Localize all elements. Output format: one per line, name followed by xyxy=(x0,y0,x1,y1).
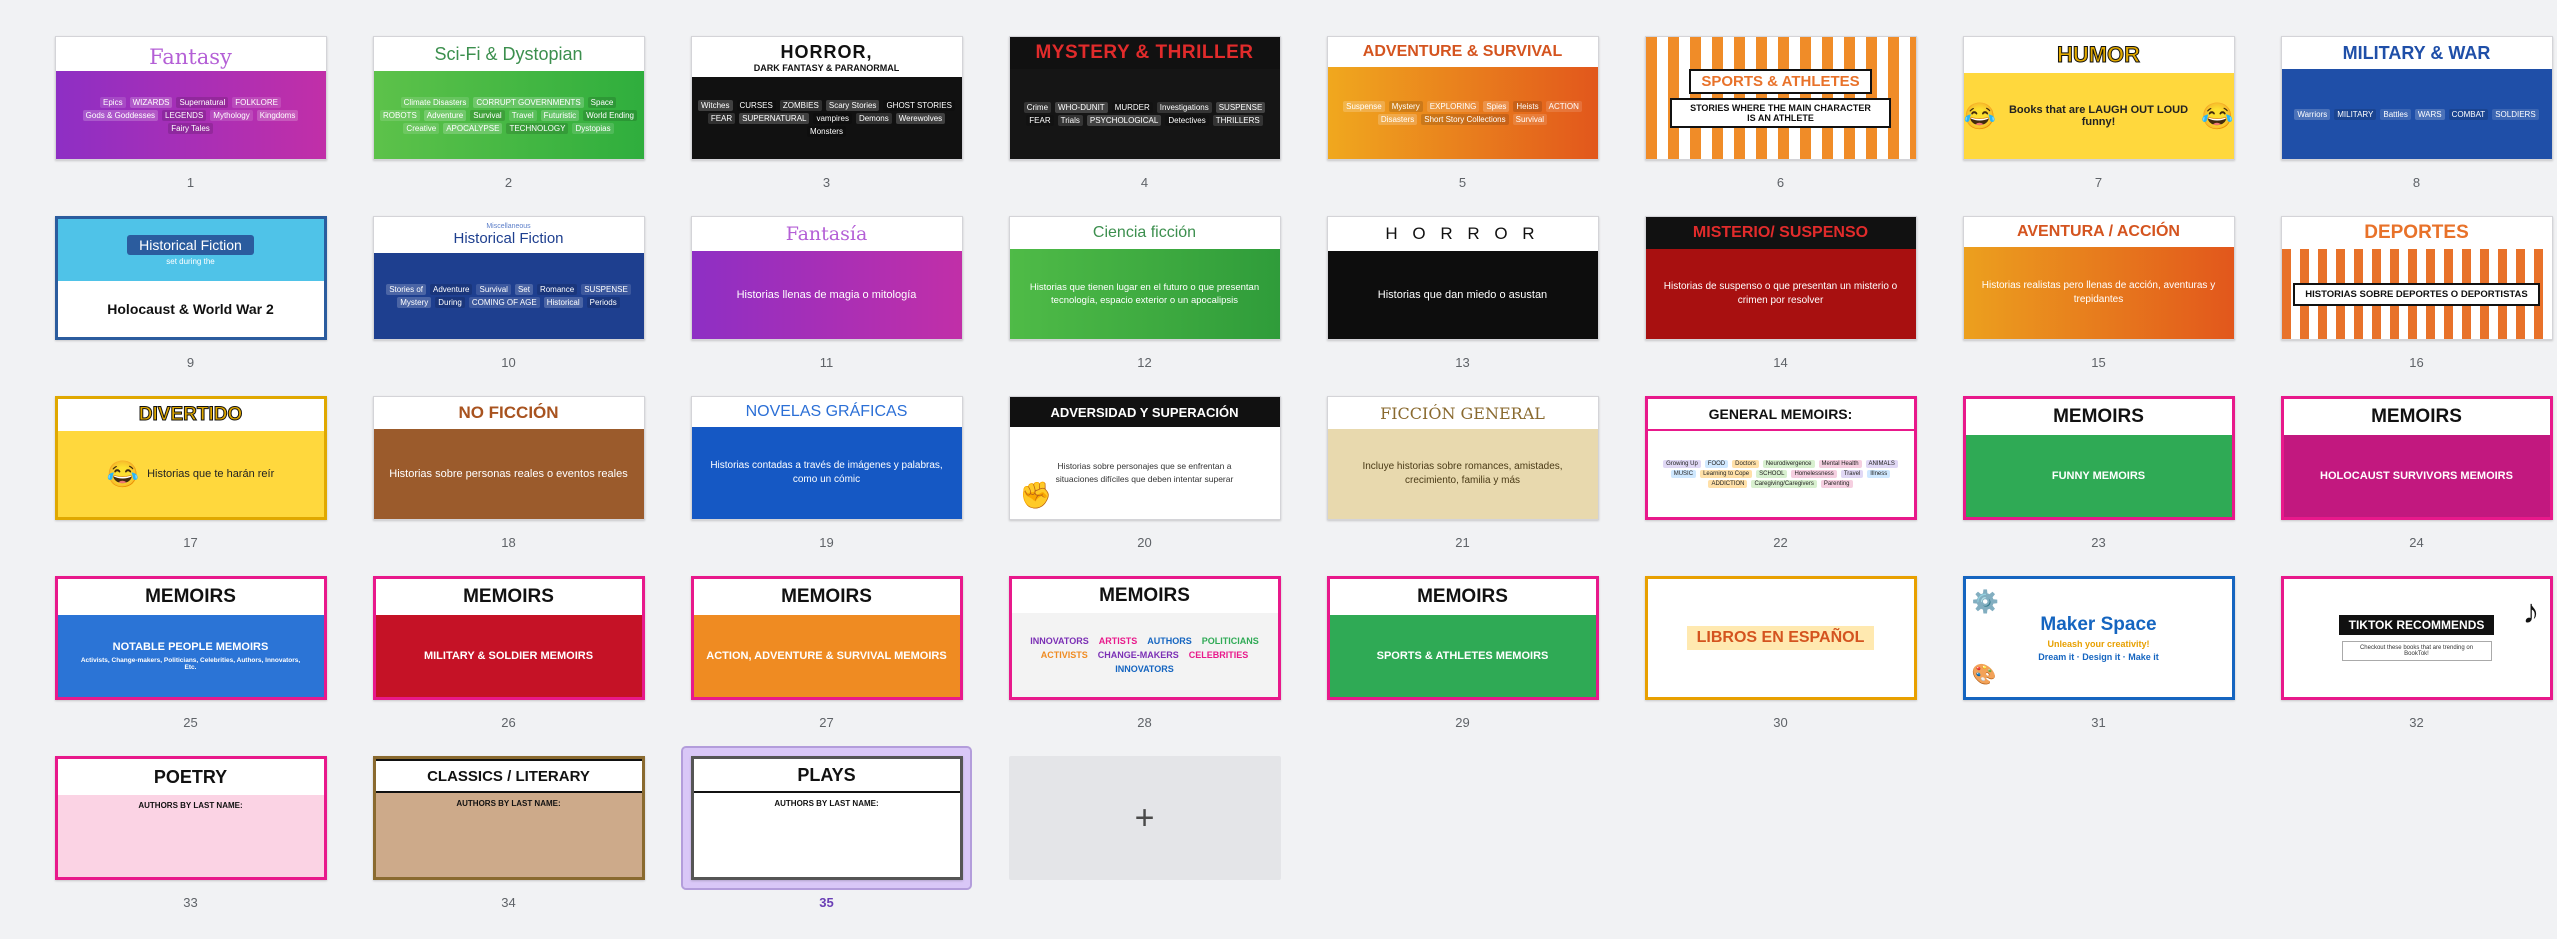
tag: SUSPENSE xyxy=(581,284,631,295)
tag: AUTHORS xyxy=(1147,636,1192,646)
tag: Werewolves xyxy=(896,113,945,124)
slide-thumbnail-wrap[interactable] xyxy=(47,568,334,708)
tag: LEGENDS xyxy=(162,110,206,121)
tag: Monsters xyxy=(807,126,846,137)
slide-thumbnail-wrap[interactable] xyxy=(1001,28,1288,168)
tag: Short Story Collections xyxy=(1421,114,1508,125)
tag: Heists xyxy=(1513,101,1541,112)
slide-thumbnail[interactable]: MEMOIRS SPORTS & ATHLETES MEMOIRS xyxy=(1327,576,1599,700)
slide-cell-18[interactable] xyxy=(356,388,661,563)
slide-number: 21 xyxy=(1455,535,1470,550)
slide-thumbnail[interactable]: GENERAL MEMOIRS: Growing Up FOOD Doctors Neurodivergence Mental Health ANIMALS MUSIC Learning to Cope SCHOOL Homelessness Travel Illness ADDICTION Caregiving/Caregivers Parenting xyxy=(1645,396,1917,520)
slide-thumbnail[interactable]: Maker Space Unleash your creativity! Dream it · Design it · Make it ⚙️ 🎨 xyxy=(1963,576,2235,700)
slide-number: 11 xyxy=(819,355,834,370)
slide-cell-5[interactable] xyxy=(1310,28,1615,203)
tag: Doctors xyxy=(1732,460,1759,468)
slide-thumbnail[interactable]: TIKTOK RECOMMENDS Checkout these books that are trending on BookTok! ♪ xyxy=(2281,576,2553,700)
tag: Battles xyxy=(2380,109,2410,120)
tag-cloud xyxy=(1010,69,1280,159)
slide-cell-9[interactable] xyxy=(38,208,343,383)
tag: CURSES xyxy=(737,100,776,111)
tag: Epics xyxy=(100,97,126,108)
slide-thumbnail[interactable]: POETRY AUTHORS BY LAST NAME: xyxy=(55,756,327,880)
slide-thumbnail[interactable]: Miscellaneous Historical Fiction Stories of Adventure Survival Set Romance SUSPENSE Mystery During COMING OF AGE Historical Periods xyxy=(373,216,645,340)
tag: FEAR xyxy=(1026,115,1053,126)
slide-cell-10[interactable] xyxy=(356,208,661,383)
tag: Climate Disasters xyxy=(401,97,470,108)
slide-number: 1 xyxy=(186,175,195,190)
slide-thumbnail[interactable]: MEMOIRS NOTABLE PEOPLE MEMOIRS Activists, Change-makers, Politicians, Celebrities, Authors, Innovators, Etc. xyxy=(55,576,327,700)
slide-number: 12 xyxy=(1137,355,1152,370)
tag: Periods xyxy=(587,297,620,308)
slide-cell-32[interactable] xyxy=(2264,568,2557,743)
tag: INNOVATORS xyxy=(1115,664,1174,674)
slide-cell-17[interactable] xyxy=(38,388,343,563)
tag: Spies xyxy=(1483,101,1509,112)
tag: SUPERNATURAL xyxy=(739,113,809,124)
slide-cell-15[interactable] xyxy=(1946,208,2251,383)
slide-thumbnail-wrap[interactable] xyxy=(683,388,970,528)
tag: Adventure xyxy=(430,284,472,295)
slide-cell-4[interactable] xyxy=(992,28,1297,203)
tag: Demons xyxy=(856,113,892,124)
tag: Kingdoms xyxy=(257,110,299,121)
slide-thumbnail-wrap[interactable] xyxy=(1001,388,1288,528)
slide-thumbnail[interactable]: NO FICCIÓN Historias sobre personas reales o eventos reales xyxy=(373,396,645,520)
slide-thumbnail-wrap[interactable] xyxy=(1319,208,1606,348)
tag: EXPLORING xyxy=(1427,101,1480,112)
tag: COMING OF AGE xyxy=(469,297,540,308)
slide-number: 19 xyxy=(819,535,834,550)
slide-number: 2 xyxy=(504,175,513,190)
slide-thumbnail-wrap[interactable] xyxy=(1637,388,1924,528)
tag: APOCALYPSE xyxy=(443,123,502,134)
tag-cloud xyxy=(374,71,644,159)
tag: ACTION xyxy=(1546,101,1582,112)
tag: Mystery xyxy=(1389,101,1423,112)
slide-number: 35 xyxy=(819,895,834,910)
tag: Warriors xyxy=(2294,109,2330,120)
tag: Parenting xyxy=(1821,480,1853,488)
slide-cell-19[interactable] xyxy=(674,388,979,563)
slide-cell-8[interactable] xyxy=(2264,28,2557,203)
slide-cell-35[interactable] xyxy=(674,748,979,923)
slide-number: 17 xyxy=(183,535,198,550)
slide-thumbnail[interactable]: MEMOIRS HOLOCAUST SURVIVORS MEMOIRS xyxy=(2281,396,2553,520)
slide-thumbnail[interactable]: DEPORTES HISTORIAS SOBRE DEPORTES O DEPORTISTAS xyxy=(2281,216,2553,340)
tag: ZOMBIES xyxy=(780,100,822,111)
slide-cell-33[interactable] xyxy=(38,748,343,923)
slide-number: 31 xyxy=(2091,715,2106,730)
slide-thumbnail-wrap[interactable] xyxy=(683,28,970,168)
tag: THRILLERS xyxy=(1213,115,1263,126)
slide-number: 34 xyxy=(501,895,516,910)
slide-thumbnail[interactable]: MYSTERY & THRILLER Crime WHO-DUNIT MURDER Investigations SUSPENSE FEAR Trials PSYCHOLOGICAL Detectives THRILLERS xyxy=(1009,36,1281,160)
tag: Travel xyxy=(1841,470,1863,478)
tag: Homelessness xyxy=(1791,470,1836,478)
tag: Mythology xyxy=(210,110,252,121)
tag: Set xyxy=(515,284,533,295)
slide-thumbnail[interactable]: AVENTURA / ACCIÓN Historias realistas pero llenas de acción, aventuras y trepidantes xyxy=(1963,216,2235,340)
tag: Caregiving/Caregivers xyxy=(1751,480,1816,488)
slide-number: 26 xyxy=(501,715,516,730)
slide-thumbnail-wrap[interactable] xyxy=(1955,568,2242,708)
tag: Suspense xyxy=(1343,101,1385,112)
slide-thumbnail-wrap[interactable] xyxy=(2273,208,2557,348)
slide-cell-28[interactable] xyxy=(992,568,1297,743)
slide-number: 13 xyxy=(1455,355,1470,370)
slide-thumbnail-wrap[interactable] xyxy=(365,568,652,708)
slide-thumbnail-wrap[interactable] xyxy=(47,28,334,168)
slide-thumbnail[interactable]: MEMOIRS FUNNY MEMOIRS xyxy=(1963,396,2235,520)
tag: Historical xyxy=(544,297,583,308)
slide-thumbnail-wrap[interactable] xyxy=(1955,208,2242,348)
slide-cell-31[interactable] xyxy=(1946,568,2251,743)
tag: Mental Health xyxy=(1819,460,1862,468)
slide-cell-21[interactable] xyxy=(1310,388,1615,563)
tag: ROBOTS xyxy=(380,110,420,121)
tag: Investigations xyxy=(1157,102,1212,113)
slide-cell-25[interactable] xyxy=(38,568,343,743)
slide-thumbnail-wrap[interactable] xyxy=(683,748,970,888)
slide-cell-26[interactable] xyxy=(356,568,661,743)
slide-cell-6[interactable] xyxy=(1628,28,1933,203)
add-slide-wrap[interactable] xyxy=(1001,748,1288,888)
slide-thumbnail[interactable]: MEMOIRS ACTION, ADVENTURE & SURVIVAL MEMOIRS xyxy=(691,576,963,700)
tag: SCHOOL xyxy=(1756,470,1787,478)
slide-cell-30[interactable] xyxy=(1628,568,1933,743)
tag: Survival xyxy=(470,110,504,121)
slide-thumbnail-wrap[interactable] xyxy=(1637,28,1924,168)
tag: FOLKLORE xyxy=(232,97,281,108)
slide-number: 28 xyxy=(1137,715,1152,730)
tag: Adventure xyxy=(424,110,466,121)
slide-cell-34[interactable] xyxy=(356,748,661,923)
tag: PSYCHOLOGICAL xyxy=(1087,115,1161,126)
slide-cell-11[interactable] xyxy=(674,208,979,383)
tag: POLITICIANS xyxy=(1201,636,1259,646)
slide-number: 7 xyxy=(2094,175,2103,190)
tag: MURDER xyxy=(1112,102,1153,113)
slide-number: 29 xyxy=(1455,715,1470,730)
tag: WARS xyxy=(2415,109,2445,120)
tag-cloud xyxy=(56,71,326,159)
tag: COMBAT xyxy=(2449,109,2489,120)
slide-number: 5 xyxy=(1458,175,1467,190)
slide-thumbnail-wrap[interactable] xyxy=(683,568,970,708)
slide-thumbnail[interactable]: MEMOIRS MILITARY & SOLDIER MEMOIRS xyxy=(373,576,645,700)
slide-thumbnail-wrap[interactable] xyxy=(1637,568,1924,708)
slide-number: 14 xyxy=(1773,355,1788,370)
tag: Futuristic xyxy=(541,110,579,121)
slide-thumbnail-wrap[interactable] xyxy=(2273,28,2557,168)
tag: Scary Stories xyxy=(826,100,880,111)
slide-thumbnail-wrap[interactable] xyxy=(683,208,970,348)
slide-cell-3[interactable] xyxy=(674,28,979,203)
slide-number: 23 xyxy=(2091,535,2106,550)
slide-thumbnail[interactable]: Fantasy Epics WIZARDS Supernatural FOLKLORE Gods & Goddesses LEGENDS Mythology Kingdoms Fairy Tales xyxy=(55,36,327,160)
tag: Dystopias xyxy=(572,123,613,134)
tag: During xyxy=(435,297,465,308)
tag: CORRUPT GOVERNMENTS xyxy=(473,97,583,108)
tag: Detectives xyxy=(1165,115,1208,126)
tag: Gods & Goddesses xyxy=(83,110,158,121)
slide-thumbnail-wrap[interactable] xyxy=(1955,28,2242,168)
slide-thumbnail[interactable]: MILITARY & WAR Warriors MILITARY Battles WARS COMBAT SOLDIERS xyxy=(2281,36,2553,160)
slide-thumbnail-wrap[interactable] xyxy=(365,208,652,348)
slide-thumbnail-wrap[interactable] xyxy=(1319,388,1606,528)
tag: TECHNOLOGY xyxy=(506,123,568,134)
slide-thumbnail[interactable]: DIVERTIDO 😂 Historias que te harán reír xyxy=(55,396,327,520)
slide-number: 22 xyxy=(1773,535,1788,550)
tag: GHOST STORIES xyxy=(883,100,955,111)
slide-thumbnail-wrap[interactable] xyxy=(1319,28,1606,168)
slide-thumbnail-wrap[interactable] xyxy=(1001,208,1288,348)
tag: CELEBRITIES xyxy=(1188,650,1249,660)
slide-thumbnail[interactable]: CLASSICS / LITERARY AUTHORS BY LAST NAME: xyxy=(373,756,645,880)
tag-cloud xyxy=(692,77,962,159)
tag: ARTISTS xyxy=(1098,636,1138,646)
slide-cell-27[interactable] xyxy=(674,568,979,743)
slide-thumbnail[interactable]: Ciencia ficción Historias que tienen lugar en el futuro o que presentan tecnología, espacio exterior o un apocalipsis xyxy=(1009,216,1281,340)
slide-cell-2[interactable] xyxy=(356,28,661,203)
slide-number: 6 xyxy=(1776,175,1785,190)
tag: ACTIVISTS xyxy=(1040,650,1088,660)
slide-thumbnail-wrap[interactable] xyxy=(2273,568,2557,708)
slide-cell-14[interactable] xyxy=(1628,208,1933,383)
tag: WHO-DUNIT xyxy=(1055,102,1108,113)
slide-thumbnail-wrap[interactable] xyxy=(365,28,652,168)
tag-cloud xyxy=(374,253,644,339)
tag: Survival xyxy=(1513,114,1547,125)
slide-cell-29[interactable] xyxy=(1310,568,1615,743)
slide-thumbnail[interactable]: H O R R O R Historias que dan miedo o asustan xyxy=(1327,216,1599,340)
tag: Learning to Cope xyxy=(1700,470,1752,478)
tag: SUSPENSE xyxy=(1216,102,1266,113)
tag: Fairy Tales xyxy=(168,123,213,134)
slide-number: 27 xyxy=(819,715,834,730)
tag: Survival xyxy=(476,284,510,295)
slide-cell-24[interactable] xyxy=(2264,388,2557,563)
tag: MUSIC xyxy=(1671,470,1696,478)
tag-cloud xyxy=(1012,613,1278,697)
tag: Crime xyxy=(1024,102,1051,113)
slide-number: 9 xyxy=(186,355,195,370)
tag: vampires xyxy=(813,113,851,124)
slide-thumbnail[interactable]: ADVERSIDAD Y SUPERACIÓN Historias sobre personajes que se enfrentan a situaciones difíciles que deben intentar superar ✊ xyxy=(1009,396,1281,520)
slide-thumbnail[interactable]: ADVENTURE & SURVIVAL Suspense Mystery EXPLORING Spies Heists ACTION Disasters Short Story Collections Survival xyxy=(1327,36,1599,160)
slide-thumbnail-wrap[interactable] xyxy=(1319,568,1606,708)
tag-cloud xyxy=(1328,67,1598,159)
tag: Disasters xyxy=(1378,114,1417,125)
slide-thumbnail[interactable]: HUMOR 😂 Books that are LAUGH OUT LOUD funny! 😂 xyxy=(1963,36,2235,160)
tag: FOOD xyxy=(1705,460,1728,468)
tag: SOLDIERS xyxy=(2492,109,2538,120)
tag: Witches xyxy=(698,100,732,111)
tag: Travel xyxy=(509,110,537,121)
slide-thumbnail[interactable]: PLAYS AUTHORS BY LAST NAME: xyxy=(691,756,963,880)
slide-cell-13[interactable] xyxy=(1310,208,1615,383)
slide-thumbnail[interactable]: Fantasía Historias llenas de magia o mitología xyxy=(691,216,963,340)
slide-number: 20 xyxy=(1137,535,1152,550)
slide-number: 25 xyxy=(183,715,198,730)
slide-number: 4 xyxy=(1140,175,1149,190)
slide-thumbnail[interactable]: Sci-Fi & Dystopian Climate Disasters CORRUPT GOVERNMENTS Space ROBOTS Adventure Survival Travel Futuristic World Ending Creative APOCALYPSE TECHNOLOGY Dystopias xyxy=(373,36,645,160)
slide-thumbnail-wrap[interactable] xyxy=(1001,568,1288,708)
slide-thumbnail[interactable]: FICCIÓN GENERAL Incluye historias sobre romances, amistades, crecimiento, familia y más xyxy=(1327,396,1599,520)
slide-thumbnail-wrap[interactable] xyxy=(47,388,334,528)
slide-number: 33 xyxy=(183,895,198,910)
tag: Neurodivergence xyxy=(1763,460,1815,468)
tag: FEAR xyxy=(708,113,735,124)
slide-number: 15 xyxy=(2091,355,2106,370)
tag: World Ending xyxy=(583,110,637,121)
slide-thumbnail[interactable]: MISTERIO/ SUSPENSO Historias de suspenso o que presentan un misterio o crimen por resolver xyxy=(1645,216,1917,340)
slide-thumbnail[interactable]: Historical Fiction set during the Holocaust & World War 2 xyxy=(55,216,327,340)
tag: Growing Up xyxy=(1663,460,1701,468)
slide-number: 8 xyxy=(2412,175,2421,190)
slide-number: 30 xyxy=(1773,715,1788,730)
add-slide-cell[interactable] xyxy=(992,748,1297,923)
tag: WIZARDS xyxy=(130,97,173,108)
slide-number: 16 xyxy=(2409,355,2424,370)
slide-number: 10 xyxy=(501,355,516,370)
tag-cloud xyxy=(2282,69,2552,159)
slide-thumbnail[interactable]: LIBROS EN ESPAÑOL xyxy=(1645,576,1917,700)
tag: ADDICTION xyxy=(1708,480,1747,488)
slide-thumbnail-wrap[interactable] xyxy=(2273,388,2557,528)
slide-thumbnail[interactable]: HORROR, DARK FANTASY & PARANORMAL Witches CURSES ZOMBIES Scary Stories GHOST STORIES FEAR SUPERNATURAL vampires Demons Werewolves Monsters xyxy=(691,36,963,160)
slide-number: 3 xyxy=(822,175,831,190)
slide-number: 32 xyxy=(2409,715,2424,730)
tag: Stories of xyxy=(386,284,426,295)
slide-cell-16[interactable] xyxy=(2264,208,2557,383)
slide-thumbnail-wrap[interactable] xyxy=(47,748,334,888)
tag-cloud xyxy=(1648,431,1914,517)
tag: INNOVATORS xyxy=(1030,636,1089,646)
tag: CHANGE-MAKERS xyxy=(1097,650,1179,660)
tag: Illness xyxy=(1867,470,1890,478)
tag: Creative xyxy=(403,123,439,134)
tag: Trials xyxy=(1058,115,1083,126)
slide-cell-20[interactable] xyxy=(992,388,1297,563)
slide-thumbnail-wrap[interactable] xyxy=(47,208,334,348)
slide-cell-12[interactable] xyxy=(992,208,1297,383)
slide-number: 18 xyxy=(501,535,516,550)
tag: Supernatural xyxy=(176,97,228,108)
slide-cell-23[interactable] xyxy=(1946,388,2251,563)
slide-cell-7[interactable] xyxy=(1946,28,2251,203)
tag: ANIMALS xyxy=(1866,460,1898,468)
slide-thumbnail-wrap[interactable] xyxy=(365,388,652,528)
slide-cell-1[interactable] xyxy=(38,28,343,203)
tag: Mystery xyxy=(397,297,431,308)
tag: Space xyxy=(588,97,617,108)
slide-thumbnail[interactable]: NOVELAS GRÁFICAS Historias contadas a través de imágenes y palabras, como un cómic xyxy=(691,396,963,520)
slide-cell-22[interactable] xyxy=(1628,388,1933,563)
slide-number: 24 xyxy=(2409,535,2424,550)
tag: MILITARY xyxy=(2334,109,2376,120)
slide-thumbnail[interactable]: MEMOIRS INNOVATORS ARTISTS AUTHORS POLITICIANS ACTIVISTS CHANGE-MAKERS CELEBRITIES INNOVATORS xyxy=(1009,576,1281,700)
slide-thumbnail-wrap[interactable] xyxy=(1955,388,2242,528)
plus-icon[interactable]: + xyxy=(1009,756,1281,880)
slide-thumbnail[interactable]: SPORTS & ATHLETES STORIES WHERE THE MAIN CHARACTER IS AN ATHLETE xyxy=(1645,36,1917,160)
slide-thumbnail-wrap[interactable] xyxy=(1637,208,1924,348)
slide-thumbnail-wrap[interactable] xyxy=(365,748,652,888)
tag: Romance xyxy=(537,284,577,295)
